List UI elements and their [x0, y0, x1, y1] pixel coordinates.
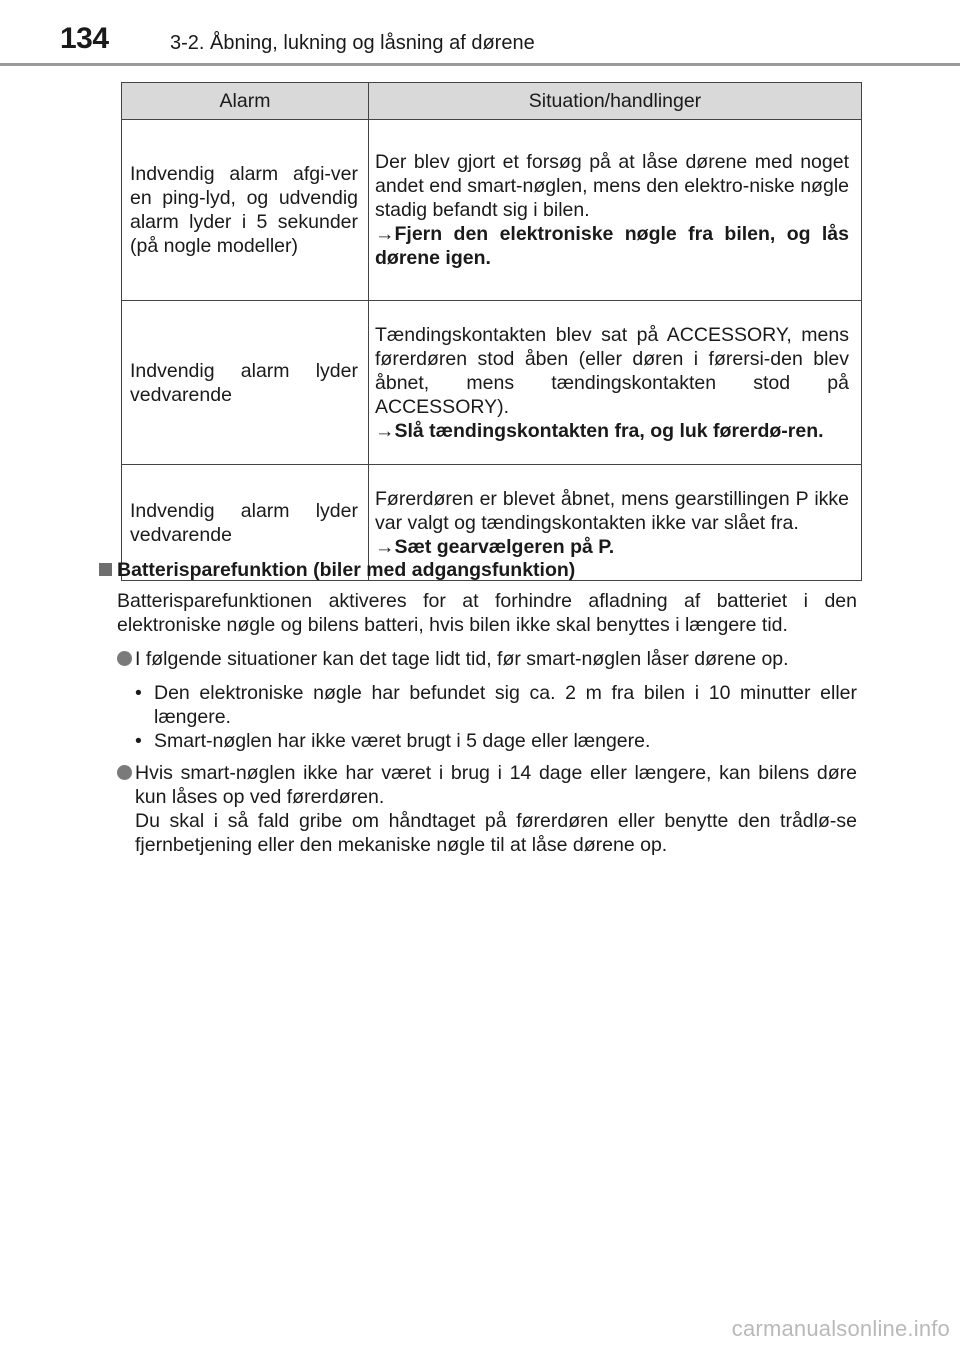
sub-heading-text: Batterisparefunktion (biler med adgangsfunktion) [117, 559, 576, 581]
situation-text: Der blev gjort et forsøg på at låse dørene med noget andet end smart-nøglen, mens den elektro-niske nøgle stadig befandt sig i bilen. [375, 151, 849, 221]
page-number: 134 [60, 22, 109, 55]
situation-cell [369, 301, 862, 465]
sub-heading [97, 558, 857, 582]
bullet-text: I følgende situationer kan det tage lidt tid, før smart-nøglen låser dørene op. [135, 648, 789, 670]
arrow-icon: → [375, 419, 395, 442]
list-item [117, 647, 857, 671]
circle-bullet-icon [117, 651, 132, 666]
situation-text: Tændingskontakten blev sat på ACCESSORY, mens førerdøren stod åben (eller døren i førersi-den blev åbnet, mens tændingskontakten stod på ACCESSORY). [375, 323, 849, 418]
table-header-row [122, 83, 862, 120]
action-text [375, 419, 849, 443]
sub-item-text: Smart-nøglen har ikke været brugt i 5 dage eller længere. [154, 730, 651, 752]
intro-paragraph: Batterisparefunktionen aktiveres for at forhindre afladning af batteriet i den elektroniske nøgle og bilens batteri, hvis bilen ikke skal benyttes i længere tid. [117, 590, 857, 636]
arrow-icon: → [375, 223, 395, 245]
section-title: 3-2. Åbning, lukning og låsning af dørene [170, 32, 535, 54]
situation-cell [369, 120, 862, 301]
action-text [375, 535, 849, 559]
circle-bullet-icon [117, 765, 132, 780]
column-header-situation: Situation/handlinger [369, 83, 862, 120]
table-row [122, 120, 862, 301]
alarm-cell: Indvendig alarm afgi-ver en ping-lyd, og udvendig alarm lyder i 5 sekunder (på nogle modeller) [122, 120, 369, 301]
situation-text: Førerdøren er blevet åbnet, mens gearstillingen P ikke var valgt og tændingskontakten ikke var slået fra. [375, 487, 849, 534]
sub-list-item [135, 681, 857, 729]
action-label: Slå tændingskontakten fra, og luk førerdø-ren. [394, 419, 824, 442]
alarm-table [121, 82, 862, 581]
list-item [117, 761, 857, 857]
action-label: Sæt gearvælgeren på P. [394, 535, 615, 558]
alarm-cell: Indvendig alarm lyder vedvarende [122, 465, 369, 581]
sub-list [135, 681, 857, 753]
header-rule [0, 63, 960, 66]
bullet-text: Hvis smart-nøglen ikke har været i brug i 14 dage eller længere, kan bilens døre kun låses op ved førerdøren. [135, 762, 857, 808]
alarm-cell: Indvendig alarm lyder vedvarende [122, 301, 369, 465]
action-label: Fjern den elektroniske nøgle fra bilen, og lås dørene igen. [375, 223, 849, 269]
action-text [375, 222, 849, 270]
square-bullet-icon [99, 563, 112, 576]
column-header-alarm: Alarm [122, 83, 369, 120]
bullet-text-continued: Du skal i så fald gribe om håndtaget på førerdøren eller benytte den trådlø-se fjernbetjening eller den mekaniske nøgle til at låse dørene op. [135, 810, 857, 856]
watermark: carmanualsonline.info [731, 1316, 950, 1341]
table-row [122, 301, 862, 465]
small-bullet-icon: • [135, 730, 142, 752]
sub-item-text: Den elektroniske nøgle har befundet sig ca. 2 m fra bilen i 10 minutter eller længere. [154, 682, 857, 728]
battery-saving-section [97, 558, 857, 857]
page-header [0, 0, 960, 64]
arrow-icon: → [375, 535, 395, 558]
sub-list-item [135, 729, 857, 753]
small-bullet-icon: • [135, 682, 142, 704]
